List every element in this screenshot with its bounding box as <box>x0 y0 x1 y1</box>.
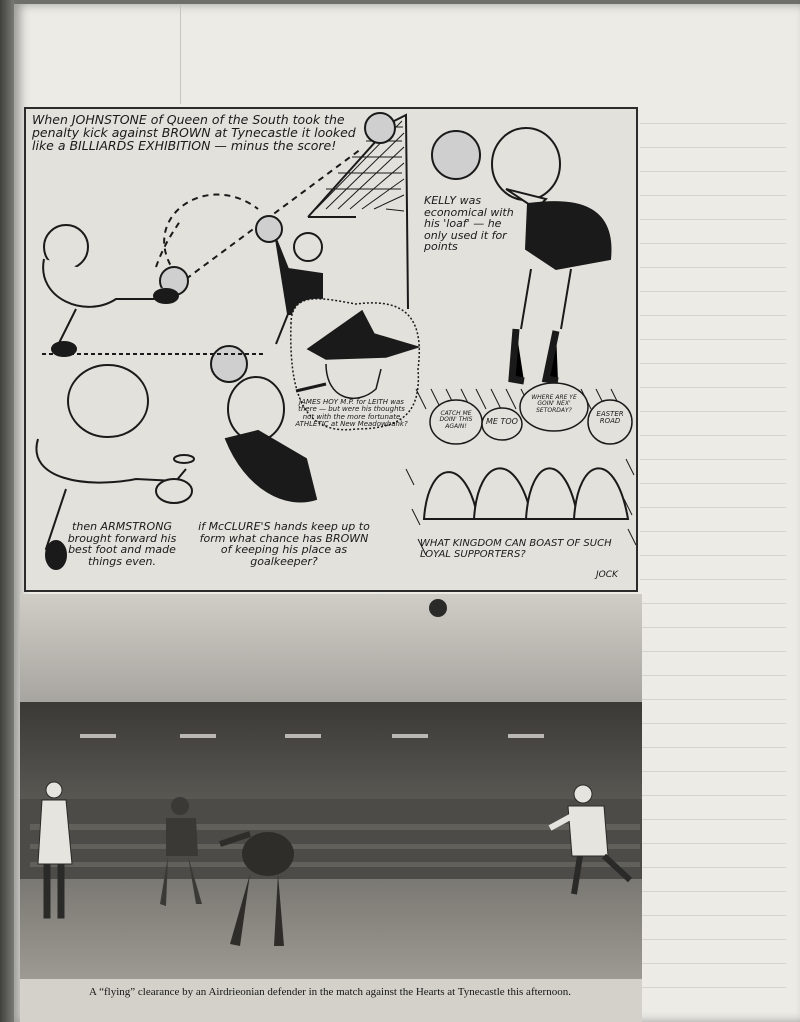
grandstand-roof <box>20 702 642 802</box>
bubble-where-next: WHERE ARE YE GOIN' NEX' SETORDAY? <box>531 394 577 414</box>
caption-kingdom: WHAT KINGDOM CAN BOAST OF SUCH LOYAL SUPPORTERS? <box>420 538 612 560</box>
kelly-figure <box>492 128 610 381</box>
ruled-lines <box>640 100 786 1000</box>
album-spine <box>0 0 14 1022</box>
caption-mcclure: if McCLURE'S hands keep up to form what chance has BROWN of keeping his place as goalkeeper? <box>198 520 370 568</box>
cartoonist-signature: JOCK <box>596 570 618 580</box>
caption-hoy: JAMES HOY M.P. for LEITH was there — but were his thoughts not with the more fortunate ATHLETIC at New Meadowbank? <box>295 398 408 429</box>
football-keeper <box>256 216 282 242</box>
supporters-group <box>424 468 628 519</box>
bubble-catch-me: CATCH ME DOIN' THIS AGAIN! <box>439 410 473 430</box>
bubble-easter-road: EASTER ROAD <box>596 410 624 426</box>
cartoon-clipping <box>24 107 638 592</box>
caption-billiards: When JOHNSTONE of Queen of the South took the penalty kick against BROWN at Tynecastle it looked like a BILLIARDS EXHIBITION — minus the score! <box>32 112 356 154</box>
ball-path-curve <box>164 195 258 274</box>
caption-armstrong: then ARMSTRONG brought forward his best foot and made things even. <box>67 520 177 568</box>
page-margin-line <box>180 4 181 104</box>
bubble-me-too: ME TOO <box>486 417 518 426</box>
ball-path-line <box>186 149 361 279</box>
photo-image <box>20 594 642 1022</box>
kicker-figure <box>43 225 178 356</box>
ball-in-air <box>429 599 447 617</box>
photo-caption: A “flying” clearance by an Airdrieonian defender in the match against the Hearts at Tynecastle this afternoon. <box>89 986 571 998</box>
match-photograph <box>20 594 642 1022</box>
crowd-area <box>20 799 642 884</box>
football-mcclure <box>211 346 247 382</box>
caption-kelly: KELLY was economical with his 'loaf' — he only used it for points <box>424 194 514 254</box>
pitch <box>20 879 642 979</box>
football-kelly <box>432 131 480 179</box>
